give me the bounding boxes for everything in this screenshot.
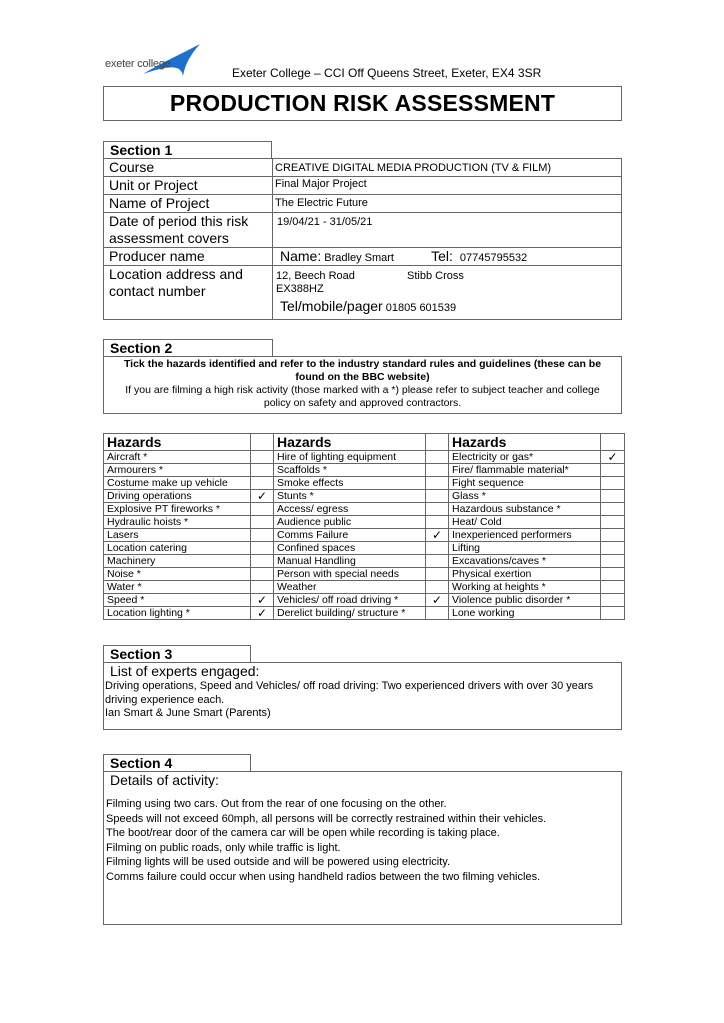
section4-box — [103, 771, 622, 925]
row-location — [104, 266, 622, 320]
hazard-name: Weather — [274, 581, 426, 594]
activity-line: Comms failure could occur when using handheld radios between the two filming vehicles. — [106, 870, 541, 883]
location-postcode[interactable]: EX388HZ — [276, 283, 324, 295]
location-tel-label: Tel/mobile/pager — [280, 298, 383, 314]
hazard-row — [104, 594, 625, 607]
hazard-row — [104, 581, 625, 594]
hazard-name: Scaffolds * — [274, 464, 426, 477]
activity-line: Filming lights will be used outside and will be powered using electricity. — [106, 856, 451, 868]
hazard-checkbox[interactable] — [426, 529, 449, 542]
hazard-name: Vehicles/ off road driving * — [274, 594, 426, 607]
section4-heading: Section 4 — [103, 754, 251, 772]
hazard-checkbox[interactable] — [601, 477, 625, 490]
hazard-name: Location catering — [104, 542, 251, 555]
document-title-box — [103, 86, 622, 121]
hazards-header-1: Hazards — [104, 434, 251, 451]
row-unit — [104, 177, 622, 195]
hazard-name: Hydraulic hoists * — [104, 516, 251, 529]
hazard-name: Access/ egress — [274, 503, 426, 516]
hazard-name: Working at heights * — [449, 581, 601, 594]
instruction-text: If you are filming a high risk activity (those marked with a *) please refer to subject teacher and college policy on safety and approved contractors. — [125, 384, 600, 409]
hazard-checkbox[interactable] — [601, 516, 625, 529]
location-value — [273, 266, 622, 320]
row-project-name — [104, 195, 622, 213]
hazard-name: Audience public — [274, 516, 426, 529]
hazard-checkbox[interactable] — [601, 542, 625, 555]
check-header-1 — [251, 434, 274, 451]
instruction-bold: Tick the hazards identified and refer to the industry standard rules and guidelines (these can be found on the BBC website) — [123, 358, 602, 383]
producer-label: Producer name — [104, 248, 273, 266]
checkmark-icon: ✓ — [431, 528, 443, 542]
hazard-checkbox[interactable] — [601, 451, 625, 464]
section3-heading: Section 3 — [103, 645, 251, 663]
hazard-row — [104, 542, 625, 555]
hazard-checkbox[interactable] — [251, 451, 274, 464]
hazard-checkbox[interactable] — [426, 542, 449, 555]
hazard-name: Electricity or gas* — [449, 451, 601, 464]
hazard-row — [104, 568, 625, 581]
hazard-name: Person with special needs — [274, 568, 426, 581]
hazard-row — [104, 490, 625, 503]
course-label: Course — [104, 159, 273, 177]
hazard-checkbox[interactable] — [601, 464, 625, 477]
location-street[interactable]: 12, Beech Road — [276, 270, 355, 282]
checkmark-icon: ✓ — [256, 593, 268, 607]
hazard-row — [104, 464, 625, 477]
hazard-checkbox[interactable] — [251, 490, 274, 503]
checkmark-icon: ✓ — [431, 593, 443, 607]
hazard-name: Fight sequence — [449, 477, 601, 490]
section2-heading: Section 2 — [103, 339, 273, 357]
hazard-checkbox[interactable] — [251, 581, 274, 594]
activity-line: Filming on public roads, only while traffic is light. — [106, 841, 341, 854]
hazard-checkbox[interactable] — [426, 490, 449, 503]
hazard-checkbox[interactable] — [426, 464, 449, 477]
hazard-name: Violence public disorder * — [449, 594, 601, 607]
producer-value — [273, 248, 622, 266]
unit-value[interactable]: Final Major Project — [273, 177, 622, 195]
section3-box — [103, 662, 622, 730]
location-label: Location address and contact number — [104, 266, 273, 320]
hazard-checkbox[interactable] — [601, 607, 625, 620]
activity-line: Speeds will not exceed 60mph, all persons will be correctly restrained within their vehicles. — [106, 812, 547, 825]
hazard-checkbox[interactable] — [251, 594, 274, 607]
hazards-header-2: Hazards — [274, 434, 426, 451]
hazard-name: Lone working — [449, 607, 601, 620]
hazard-checkbox[interactable] — [426, 581, 449, 594]
hazard-checkbox[interactable] — [601, 503, 625, 516]
hazard-checkbox[interactable] — [426, 607, 449, 620]
hazard-name: Physical exertion — [449, 568, 601, 581]
check-header-3 — [601, 434, 625, 451]
hazard-name: Driving operations — [104, 490, 251, 503]
hazard-name: Stunts * — [274, 490, 426, 503]
hazards-header-row — [104, 434, 625, 451]
location-tel-line — [276, 298, 621, 317]
hazard-name: Manual Handling — [274, 555, 426, 568]
hazard-checkbox[interactable] — [251, 542, 274, 555]
hazard-name: Lifting — [449, 542, 601, 555]
hazard-name: Speed * — [104, 594, 251, 607]
section1-table — [103, 158, 622, 320]
hazard-name: Heat/ Cold — [449, 516, 601, 529]
hazard-checkbox[interactable] — [601, 568, 625, 581]
checkmark-icon: ✓ — [607, 450, 618, 464]
hazard-row — [104, 516, 625, 529]
hazard-checkbox[interactable] — [251, 529, 274, 542]
hazard-name: Hire of lighting equipment — [274, 451, 426, 464]
location-address-line — [276, 270, 621, 283]
hazard-checkbox[interactable] — [601, 581, 625, 594]
project-name-value[interactable]: The Electric Future — [273, 195, 622, 213]
row-course — [104, 159, 622, 177]
producer-name-label: Name: — [280, 248, 322, 264]
hazard-row — [104, 607, 625, 620]
hazard-checkbox[interactable] — [426, 555, 449, 568]
checkmark-icon: ✓ — [256, 489, 268, 503]
location-tel[interactable]: 01805 601539 — [385, 302, 457, 314]
hazard-name: Glass * — [449, 490, 601, 503]
experts-subheading: List of experts engaged: — [110, 663, 260, 679]
hazard-row — [104, 555, 625, 568]
activity-line: The boot/rear door of the camera car will be open while recording is taking place. — [106, 827, 500, 839]
hazard-row — [104, 451, 625, 464]
hazard-checkbox[interactable] — [251, 464, 274, 477]
hazard-name: Fire/ flammable material* — [449, 464, 601, 477]
section1-heading: Section 1 — [103, 141, 272, 159]
hazard-name: Explosive PT fireworks * — [104, 503, 251, 516]
hazard-checkbox[interactable] — [426, 516, 449, 529]
producer-name[interactable]: Bradley Smart — [324, 252, 394, 264]
hazard-checkbox[interactable] — [426, 451, 449, 464]
hazard-row — [104, 477, 625, 490]
check-header-2 — [426, 434, 449, 451]
hazard-name: Hazardous substance * — [449, 503, 601, 516]
college-address: Exeter College – CCI Off Queens Street, Exeter, EX4 3SR — [232, 66, 542, 80]
activity-details[interactable] — [106, 797, 621, 884]
hazard-name: Confined spaces — [274, 542, 426, 555]
hazard-name: Location lighting * — [104, 607, 251, 620]
hazard-row — [104, 529, 625, 542]
producer-tel[interactable]: 07745795532 — [459, 252, 528, 264]
logo-text: exeter college — [105, 58, 171, 70]
document-title: PRODUCTION RISK ASSESSMENT — [169, 90, 556, 116]
course-value[interactable]: CREATIVE DIGITAL MEDIA PRODUCTION (TV & FILM) — [273, 159, 622, 177]
checkmark-icon: ✓ — [256, 606, 268, 620]
hazard-name: Machinery — [104, 555, 251, 568]
hazard-checkbox[interactable] — [426, 477, 449, 490]
hazard-checkbox[interactable] — [251, 503, 274, 516]
hazard-name: Armourers * — [104, 464, 251, 477]
experts-line-1[interactable]: Driving operations, Speed and Vehicles/ off road driving: Two experienced drivers with over 30 years driving experience each. — [105, 680, 594, 706]
hazard-checkbox[interactable] — [251, 555, 274, 568]
hazards-table — [103, 433, 625, 620]
hazard-checkbox[interactable] — [251, 568, 274, 581]
activity-line: Filming using two cars. Out from the rear of one focusing on the other. — [106, 798, 447, 810]
row-producer — [104, 248, 622, 266]
hazard-checkbox[interactable] — [601, 529, 625, 542]
hazard-name: Lasers — [104, 529, 251, 542]
row-date-period — [104, 213, 622, 248]
hazard-checkbox[interactable] — [601, 594, 625, 607]
hazard-name: Derelict building/ structure * — [274, 607, 426, 620]
hazard-name: Inexperienced performers — [449, 529, 601, 542]
hazard-checkbox[interactable] — [426, 568, 449, 581]
hazard-checkbox[interactable] — [601, 490, 625, 503]
producer-tel-label: Tel: — [431, 248, 453, 264]
hazard-name: Comms Failure — [274, 529, 426, 542]
project-name-label: Name of Project — [104, 195, 273, 213]
hazard-checkbox[interactable] — [601, 555, 625, 568]
hazard-name: Aircraft * — [104, 451, 251, 464]
date-period-label: Date of period this risk assessment covers — [104, 213, 273, 248]
location-town[interactable]: Stibb Cross — [407, 270, 464, 282]
hazard-name: Noise * — [104, 568, 251, 581]
hazards-header-3: Hazards — [449, 434, 601, 451]
college-logo — [103, 40, 203, 80]
hazard-checkbox[interactable] — [426, 594, 449, 607]
activity-subheading: Details of activity: — [110, 772, 219, 788]
hazard-row — [104, 503, 625, 516]
hazard-checkbox[interactable] — [251, 516, 274, 529]
hazard-checkbox[interactable] — [426, 503, 449, 516]
hazard-name: Costume make up vehicle — [104, 477, 251, 490]
hazard-name: Smoke effects — [274, 477, 426, 490]
hazard-checkbox[interactable] — [251, 607, 274, 620]
hazard-name: Excavations/caves * — [449, 555, 601, 568]
section2-instructions — [103, 356, 622, 414]
date-period-value[interactable]: 19/04/21 - 31/05/21 — [273, 213, 622, 248]
hazard-name: Water * — [104, 581, 251, 594]
unit-label: Unit or Project — [104, 177, 273, 195]
hazard-checkbox[interactable] — [251, 477, 274, 490]
experts-line-2[interactable]: Ian Smart & June Smart (Parents) — [105, 707, 271, 719]
